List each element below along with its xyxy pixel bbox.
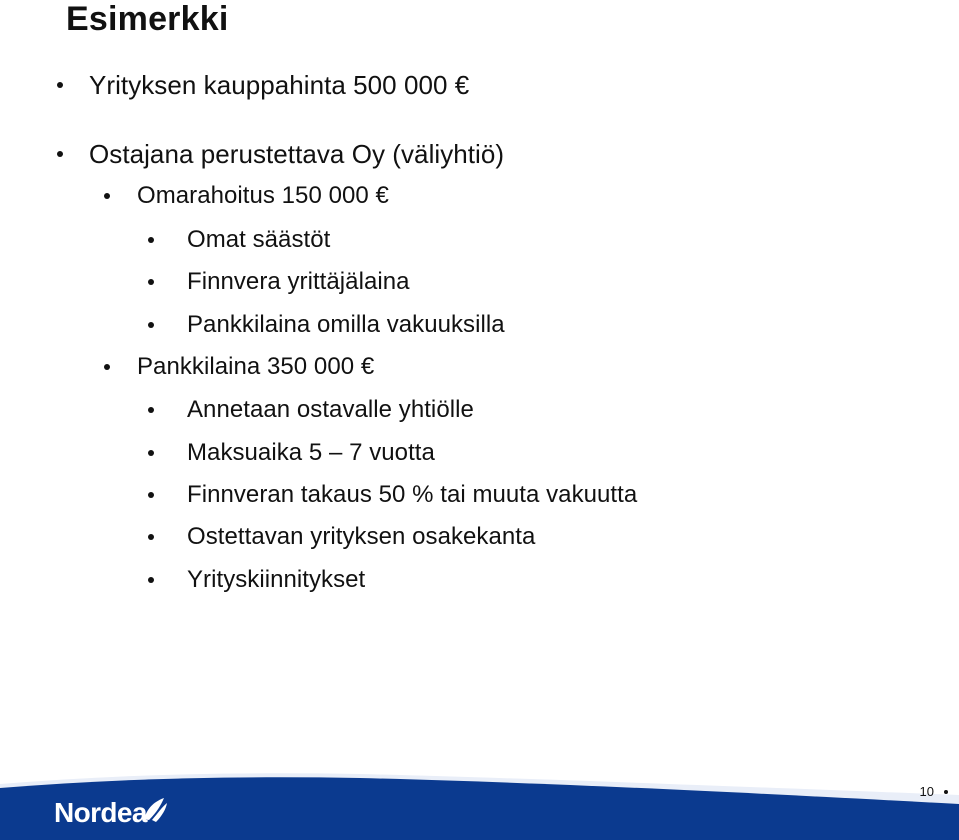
- nordea-logo-icon: [140, 795, 170, 825]
- bullet-text: Omat säästöt: [187, 226, 331, 253]
- bullet-icon: [148, 237, 154, 243]
- bullet-icon: [104, 193, 110, 199]
- bullet-text: Omarahoitus 150 000 €: [137, 182, 389, 209]
- bullet-icon: [148, 492, 154, 498]
- bullet-item: [57, 70, 469, 100]
- bullet-item: [148, 395, 474, 425]
- bullet-text: Yrityksen kauppahinta 500 000 €: [89, 70, 470, 100]
- bullet-icon: [148, 322, 154, 328]
- slide-title: Esimerkki: [66, 0, 229, 38]
- bullet-item: [148, 438, 435, 468]
- bullet-icon: [148, 407, 154, 413]
- bullet-item: [148, 522, 535, 552]
- bullet-item: [148, 267, 410, 297]
- bullet-icon: [148, 577, 154, 583]
- bullet-item: [104, 181, 389, 211]
- page-dot-icon: [944, 790, 948, 794]
- bullet-item: [148, 310, 505, 340]
- nordea-logo-text: Nordea: [54, 797, 147, 828]
- bullet-item: [148, 565, 365, 595]
- page-number: 10: [919, 784, 934, 799]
- bullet-item: [148, 480, 637, 510]
- bullet-text: Annetaan ostavalle yhtiölle: [187, 396, 474, 423]
- bullet-text: Pankkilaina 350 000 €: [137, 353, 375, 380]
- bullet-text: Maksuaika 5 – 7 vuotta: [187, 439, 435, 466]
- bullet-text: Yrityskiinnitykset: [187, 566, 366, 593]
- bullet-item: [148, 225, 330, 255]
- bullet-item: [57, 139, 504, 169]
- bullet-icon: [148, 534, 154, 540]
- bullet-icon: [148, 279, 154, 285]
- bullet-text: Pankkilaina omilla vakuuksilla: [187, 311, 505, 338]
- bullet-icon: [57, 151, 63, 157]
- bullet-icon: [57, 82, 63, 88]
- bullet-text: Ostajana perustettava Oy (väliyhtiö): [89, 139, 505, 169]
- bullet-text: Finnvera yrittäjälaina: [187, 268, 410, 295]
- bullet-item: [104, 352, 374, 382]
- bullet-text: Finnveran takaus 50 % tai muuta vakuutta: [187, 481, 638, 508]
- bullet-text: Ostettavan yrityksen osakekanta: [187, 523, 536, 550]
- bullet-icon: [104, 364, 110, 370]
- footer: [0, 760, 959, 840]
- bullet-icon: [148, 450, 154, 456]
